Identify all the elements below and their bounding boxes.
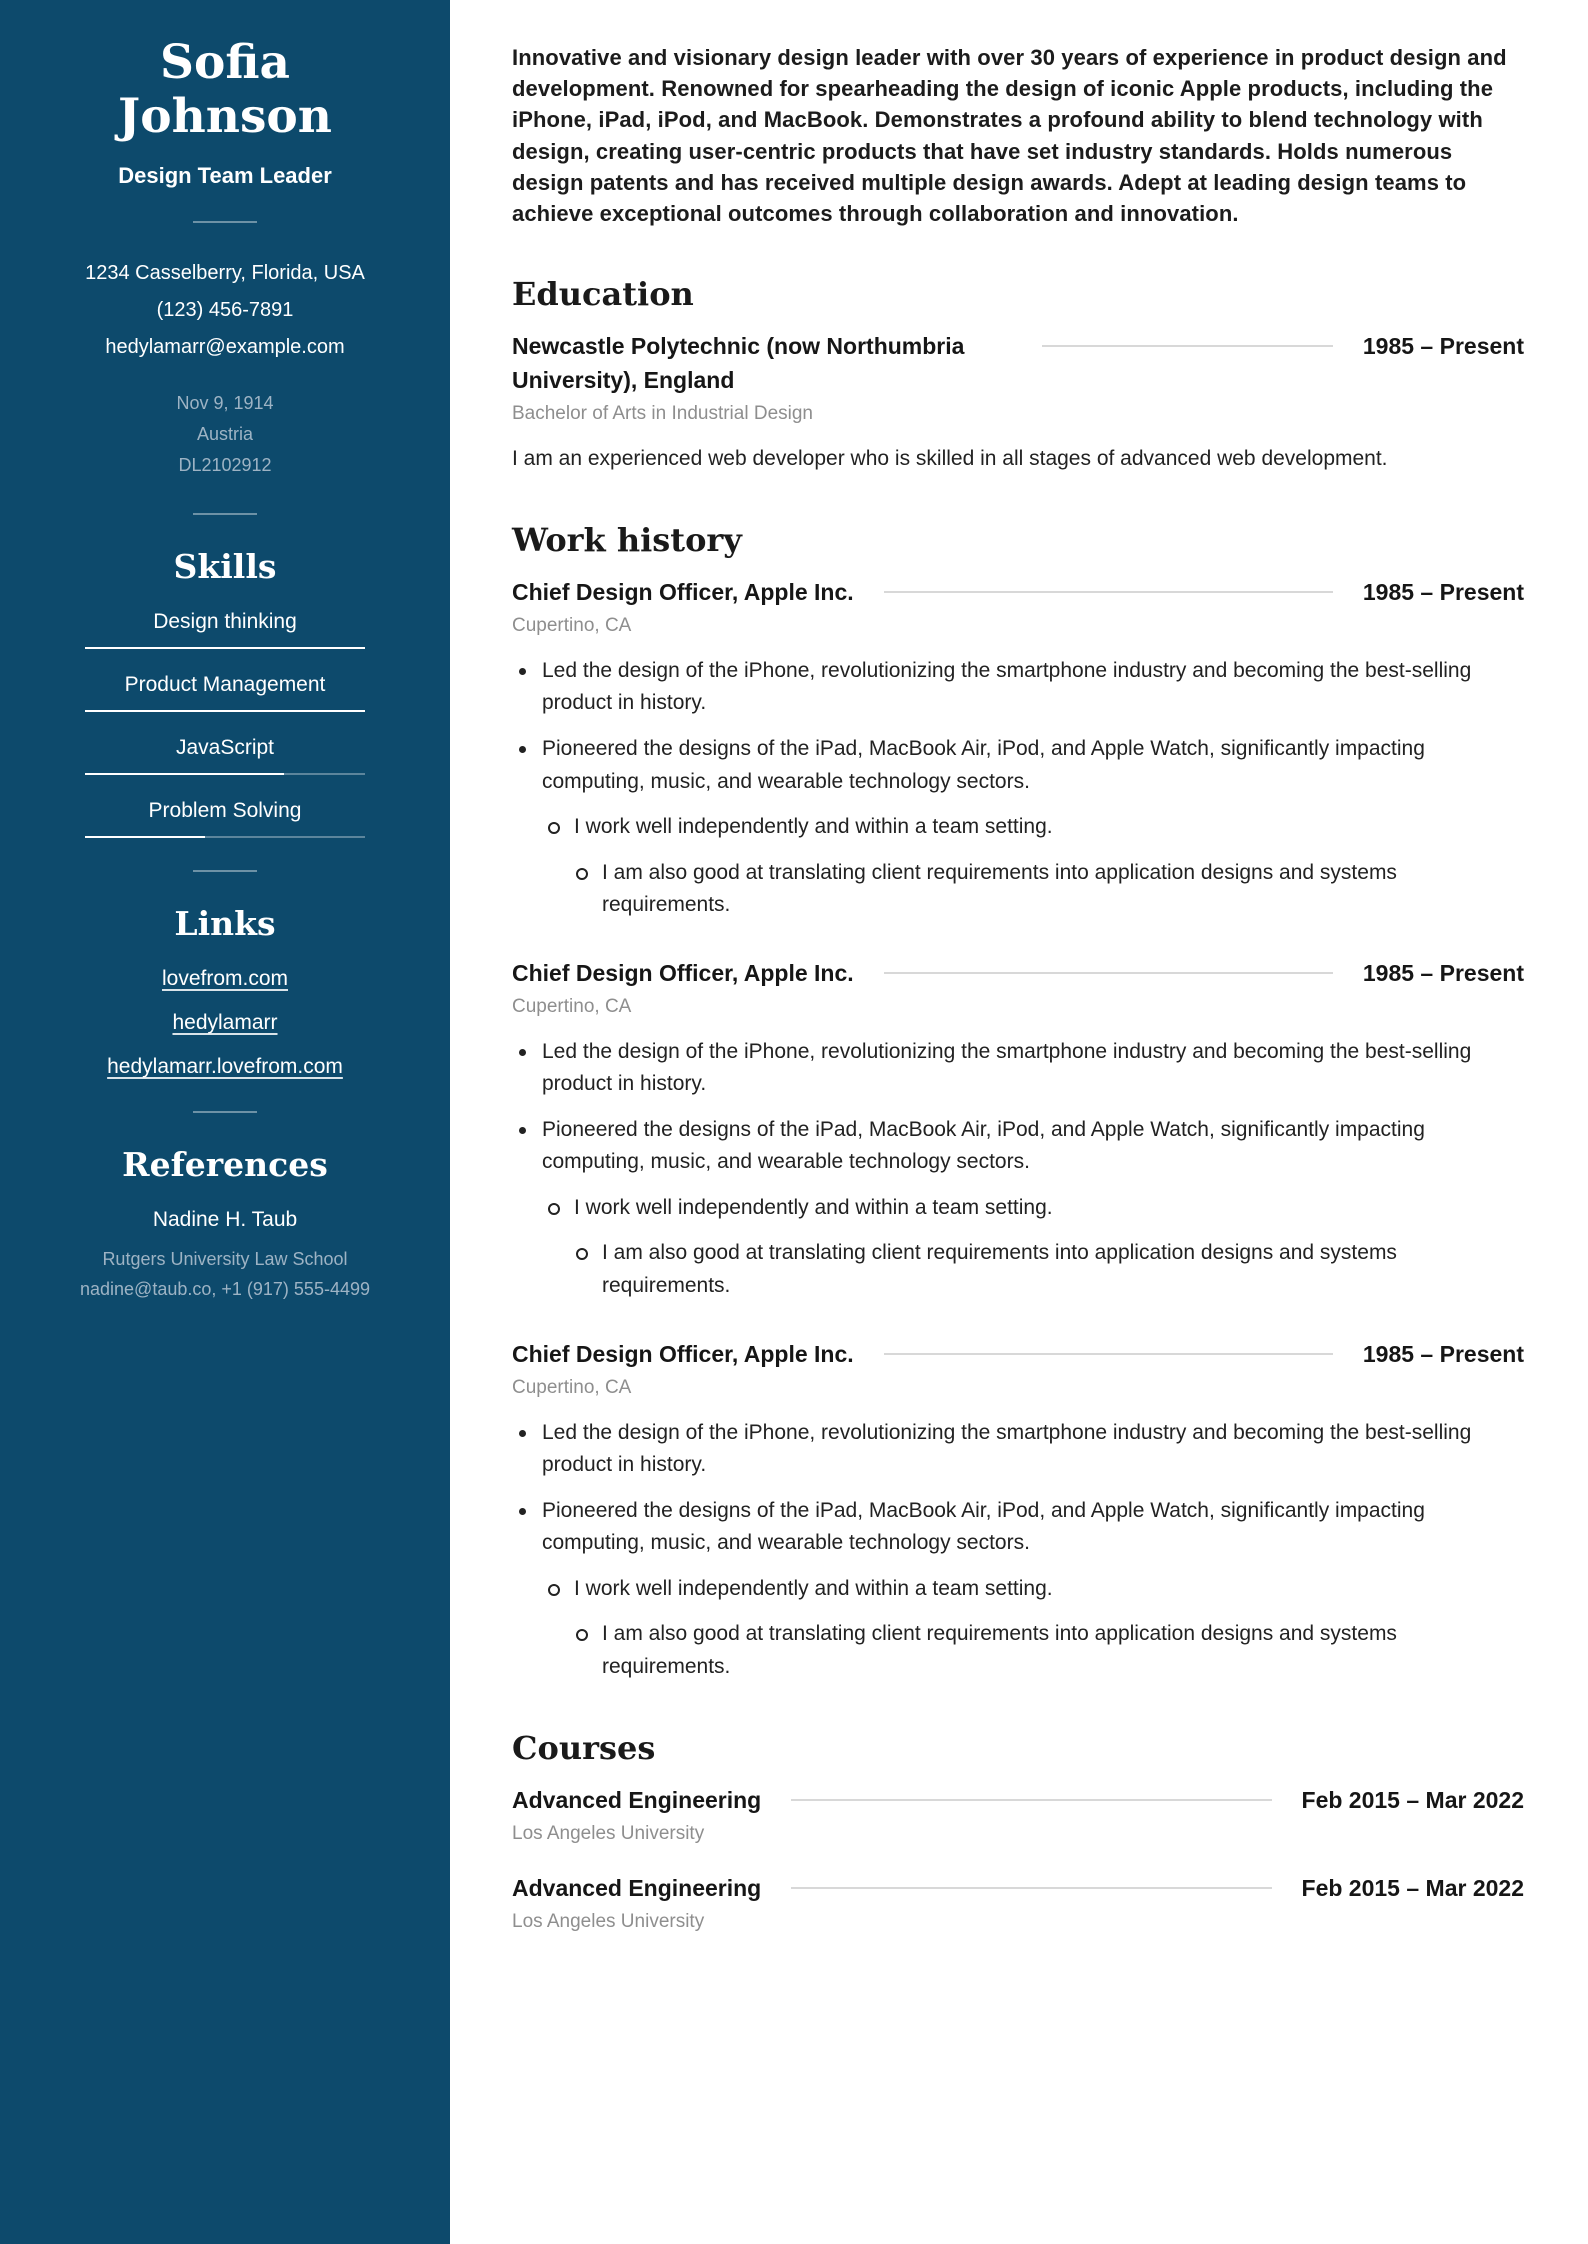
skill-name: JavaScript: [175, 736, 275, 760]
education-entry: [512, 329, 1524, 475]
work-sub-bullet: I work well independently and within a team setting.: [512, 1192, 1524, 1225]
work-sub-sub-bullet: I am also good at translating client requirements into application designs and systems requirements.: [512, 1237, 1524, 1302]
work-history-section: [512, 521, 1524, 1683]
entry-rule: [884, 591, 1333, 593]
links-heading: Links: [174, 904, 276, 944]
contact-phone: (123) 456-7891: [156, 299, 294, 322]
contact-address: 1234 Casselberry, Florida, USA: [85, 262, 365, 285]
candidate-name: [42, 36, 408, 143]
link-hedylamarr[interactable]: hedylamarr: [172, 1011, 278, 1035]
sidebar-divider: [193, 1111, 257, 1113]
work-dates: 1985 – Present: [1362, 959, 1524, 986]
work-sub-bullet: I work well independently and within a team setting.: [512, 1573, 1524, 1606]
link-item: [42, 1055, 408, 1079]
entry-head: [512, 329, 1524, 397]
birth-date: Nov 9, 1914: [176, 393, 274, 414]
entry-head: [512, 575, 1524, 609]
skill-level-fill: [85, 773, 284, 775]
work-history-heading: Work history: [512, 520, 742, 559]
work-entry: [512, 1337, 1524, 1684]
skill-level-bar: [85, 647, 365, 649]
link-item: [42, 967, 408, 991]
skill-level-bar: [85, 773, 365, 775]
work-sub-sub-bullet: I am also good at translating client requirements into application designs and systems requirements.: [512, 1618, 1524, 1683]
course-dates: Feb 2015 – Mar 2022: [1301, 1875, 1524, 1902]
reference-name: Nadine H. Taub: [152, 1208, 298, 1232]
work-bullet: Led the design of the iPhone, revolutionizing the smartphone industry and becoming the best-selling product in history.: [512, 1036, 1524, 1101]
work-location: Cupertino, CA: [512, 995, 632, 1017]
skill-name: Problem Solving: [148, 799, 302, 823]
sidebar-divider: [193, 870, 257, 872]
work-entry: [512, 575, 1524, 922]
skill-item: [42, 673, 408, 712]
skill-level-fill: [85, 647, 365, 649]
links-section: [42, 904, 408, 1079]
entry-head: [512, 956, 1524, 990]
education-description: I am an experienced web developer who is skilled in all stages of advanced web development.: [512, 447, 1388, 471]
course-title: Advanced Engineering: [512, 1875, 762, 1902]
work-location: Cupertino, CA: [512, 614, 632, 636]
work-bullet-list: [512, 1417, 1524, 1684]
link-hedylamarr-lovefrom[interactable]: hedylamarr.lovefrom.com: [107, 1055, 343, 1079]
link-item: [42, 1011, 408, 1035]
skill-name: Product Management: [124, 673, 326, 697]
references-heading: References: [122, 1145, 328, 1185]
work-bullet: Led the design of the iPhone, revolutionizing the smartphone industry and becoming the best-selling product in history.: [512, 1417, 1524, 1482]
sidebar-divider: [193, 221, 257, 223]
work-entry: [512, 956, 1524, 1303]
references-section: [42, 1145, 408, 1304]
skill-name: Design thinking: [153, 610, 297, 634]
work-title: Chief Design Officer, Apple Inc.: [512, 578, 854, 605]
courses-section: [512, 1729, 1524, 1933]
contact-email: hedylamarr@example.com: [105, 336, 345, 359]
entry-rule: [791, 1887, 1271, 1889]
work-title: Chief Design Officer, Apple Inc.: [512, 1340, 854, 1367]
work-bullet-list: [512, 1036, 1524, 1303]
skill-item: [42, 799, 408, 838]
skill-level-bar: [85, 710, 365, 712]
entry-head: [512, 1871, 1524, 1905]
candidate-first-name: Sofia: [160, 35, 290, 90]
entry-rule: [884, 1353, 1333, 1355]
skill-item: [42, 736, 408, 775]
link-lovefrom[interactable]: lovefrom.com: [161, 967, 289, 991]
entry-rule: [791, 1799, 1271, 1801]
contact-block: [42, 255, 408, 366]
skills-heading: Skills: [173, 547, 277, 587]
skill-level-fill: [85, 710, 365, 712]
entry-rule: [1042, 345, 1333, 347]
entry-head: [512, 1337, 1524, 1371]
candidate-last-name: Johnson: [118, 88, 332, 144]
reference-organization: Rutgers University Law School: [102, 1249, 348, 1270]
main-content: [450, 0, 1588, 2244]
entry-head: [512, 1783, 1524, 1817]
sidebar-divider: [193, 513, 257, 515]
work-dates: 1985 – Present: [1362, 1340, 1524, 1367]
driving-license: DL2102912: [178, 455, 272, 476]
work-title: Chief Design Officer, Apple Inc.: [512, 959, 854, 986]
course-dates: Feb 2015 – Mar 2022: [1301, 1787, 1524, 1814]
skill-item: [42, 610, 408, 649]
profile-summary: Innovative and visionary design leader with over 30 years of experience in product design and development. Renowned for spearheading the design of iconic Apple products, including the iPhone, iPad, iPod, and MacBook. Demonstrates a profound ability to blend technology with design, creating user-centric products that have set industry standards. Holds numerous design patents and has received multiple design awards. Adept at leading design teams to achieve exceptional outcomes through collaboration and innovation.: [512, 45, 1507, 227]
degree-name: Bachelor of Arts in Industrial Design: [512, 403, 813, 425]
school-name: Newcastle Polytechnic (now Northumbria University), England: [512, 333, 965, 394]
courses-heading: Courses: [512, 1729, 656, 1768]
course-entry: [512, 1783, 1524, 1845]
nationality: Austria: [196, 424, 254, 445]
skill-level-fill: [85, 836, 205, 838]
work-sub-bullet: I work well independently and within a team setting.: [512, 811, 1524, 844]
entry-rule: [884, 972, 1333, 974]
course-entry: [512, 1871, 1524, 1933]
work-bullet: Pioneered the designs of the iPad, MacBook Air, iPod, and Apple Watch, significantly impacting computing, music, and wearable technology sectors.: [512, 1495, 1524, 1560]
job-title: Design Team Leader: [118, 163, 332, 189]
sidebar: [0, 0, 450, 2244]
work-bullet: Pioneered the designs of the iPad, MacBook Air, iPod, and Apple Watch, significantly impacting computing, music, and wearable technology sectors.: [512, 1114, 1524, 1179]
education-dates: 1985 – Present: [1362, 333, 1524, 360]
course-institution: Los Angeles University: [512, 1911, 705, 1933]
personal-details-block: [42, 388, 408, 481]
work-bullet: Led the design of the iPhone, revolutionizing the smartphone industry and becoming the best-selling product in history.: [512, 655, 1524, 720]
skills-section: [42, 547, 408, 838]
reference-contact: nadine@taub.co, +1 (917) 555-4499: [80, 1279, 370, 1300]
education-heading: Education: [512, 275, 694, 314]
work-dates: 1985 – Present: [1362, 578, 1524, 605]
skill-level-bar: [85, 836, 365, 838]
work-location: Cupertino, CA: [512, 1376, 632, 1398]
work-bullet-list: [512, 655, 1524, 922]
work-bullet: Pioneered the designs of the iPad, MacBook Air, iPod, and Apple Watch, significantly impacting computing, music, and wearable technology sectors.: [512, 733, 1524, 798]
work-sub-sub-bullet: I am also good at translating client requirements into application designs and systems requirements.: [512, 857, 1524, 922]
course-title: Advanced Engineering: [512, 1787, 762, 1814]
education-section: [512, 275, 1524, 475]
course-institution: Los Angeles University: [512, 1823, 705, 1845]
